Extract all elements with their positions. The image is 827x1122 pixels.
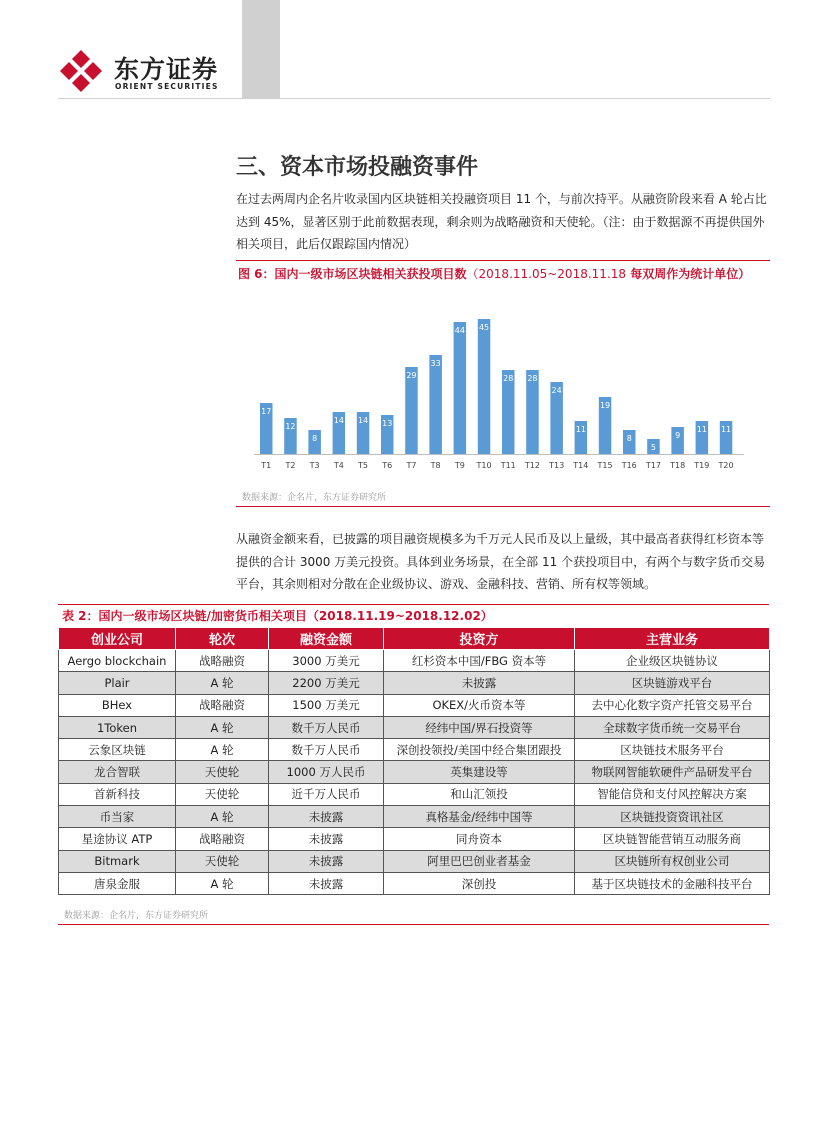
table-row <box>59 694 770 716</box>
x-tick-label: T16 <box>621 461 637 470</box>
x-tick-label: T6 <box>382 461 393 470</box>
bar-T9 <box>454 322 467 454</box>
table-row <box>59 716 770 738</box>
cell-company: 1Token <box>59 716 176 738</box>
cell-business: 企业级区块链协议 <box>575 650 770 672</box>
x-tick-label: T3 <box>309 461 320 470</box>
cell-round: A 轮 <box>176 739 269 761</box>
bar-value-label: 9 <box>675 431 681 440</box>
x-tick-label: T20 <box>718 461 734 470</box>
intro-paragraph: 在过去两周内企名片收录国内区块链相关投融资项目 11 个，与前次持平。从融资阶段来看 A 轮占比达到 45%，显著区别于此前数据表现，剩余则为战略融资和天使轮。（注：由于数据源不再提供国外相关项目，此后仅跟踪国内情况） <box>236 192 767 251</box>
cell-investor: 经纬中国/界石投资等 <box>384 716 575 738</box>
cell-company: Bitmark <box>59 850 176 872</box>
x-tick-label: T12 <box>524 461 540 470</box>
cell-round: A 轮 <box>176 716 269 738</box>
cell-company: 首新科技 <box>59 783 176 805</box>
cell-business: 区块链投资资讯社区 <box>575 806 770 828</box>
col-header-company: 创业公司 <box>59 628 176 650</box>
bar-value-label: 28 <box>503 374 514 383</box>
cell-amount: 数千万人民币 <box>269 739 384 761</box>
cell-investor: 深创投领投/美国中经合集团跟投 <box>384 739 575 761</box>
bar-value-label: 12 <box>285 422 296 431</box>
cell-round: 战略融资 <box>176 828 269 850</box>
table-row <box>59 761 770 783</box>
bar-value-label: 45 <box>478 323 490 332</box>
header-divider <box>58 98 770 99</box>
cell-company: 龙合智联 <box>59 761 176 783</box>
cell-investor: OKEX/火币资本等 <box>384 694 575 716</box>
x-tick-label: T9 <box>454 461 465 470</box>
cell-amount: 未披露 <box>269 850 384 872</box>
cell-investor: 深创投 <box>384 872 575 894</box>
table-row <box>59 806 770 828</box>
x-tick-label: T13 <box>549 461 565 470</box>
figure-bottom-rule <box>236 506 770 507</box>
bar-value-label: 8 <box>312 434 318 443</box>
cell-business: 区块链智能营销互动服务商 <box>575 828 770 850</box>
cell-investor: 红杉资本中国/FBG 资本等 <box>384 650 575 672</box>
bar-value-label: 28 <box>527 374 538 383</box>
table-row <box>59 739 770 761</box>
table-row <box>59 850 770 872</box>
cell-investor: 和山汇领投 <box>384 783 575 805</box>
figure-top-rule <box>236 260 770 261</box>
cell-company: Aergo blockchain <box>59 650 176 672</box>
bar-value-label: 33 <box>430 359 441 368</box>
cell-company: Plair <box>59 672 176 694</box>
header-grey-band <box>242 0 280 98</box>
table-row <box>59 872 770 894</box>
x-tick-label: T14 <box>573 461 589 470</box>
x-tick-label: T18 <box>670 461 686 470</box>
logo-text-en: ORIENT SECURITIES <box>115 82 219 91</box>
cell-company: 币当家 <box>59 806 176 828</box>
bar-T10 <box>478 319 491 454</box>
table-source: 数据来源：企名片，东方证券研究所 <box>64 911 209 921</box>
cell-amount: 2200 万美元 <box>269 672 384 694</box>
bar-value-label: 29 <box>406 371 417 380</box>
figure-unit-note: 每双周作为统计单位） <box>626 267 751 281</box>
cell-business: 物联网智能软硬件产品研发平台 <box>575 761 770 783</box>
cell-amount: 未披露 <box>269 806 384 828</box>
bar-chart <box>236 300 770 482</box>
bar-value-label: 11 <box>696 425 707 434</box>
bar-value-label: 5 <box>650 443 656 452</box>
bar-value-label: 44 <box>454 326 465 335</box>
cell-round: 天使轮 <box>176 850 269 872</box>
col-header-round: 轮次 <box>176 628 269 650</box>
cell-business: 去中心化数字资产托管交易平台 <box>575 694 770 716</box>
cell-company: 星途协议 ATP <box>59 828 176 850</box>
figure-label: 图 6：国内一级市场区块链相关获投项目数 <box>238 267 467 281</box>
col-header-investor: 投资方 <box>384 628 575 650</box>
col-header-business: 主营业务 <box>575 628 770 650</box>
bar-value-label: 19 <box>599 401 611 410</box>
table-row <box>59 650 770 672</box>
cell-amount: 未披露 <box>269 828 384 850</box>
cell-amount: 数千万人民币 <box>269 716 384 738</box>
bar-value-label: 11 <box>720 425 732 434</box>
bar-T8 <box>429 355 442 454</box>
section-title: 三、资本市场投融资事件 <box>236 155 479 180</box>
bar-value-label: 8 <box>626 434 632 443</box>
x-tick-label: T10 <box>476 461 492 470</box>
cell-business: 基于区块链技术的金融科技平台 <box>575 872 770 894</box>
cell-investor: 未披露 <box>384 672 575 694</box>
cell-investor: 真格基金/经纬中国等 <box>384 806 575 828</box>
cell-amount: 近千万人民币 <box>269 783 384 805</box>
x-tick-label: T15 <box>597 461 613 470</box>
x-tick-label: T17 <box>645 461 661 470</box>
bar-T7 <box>405 367 418 454</box>
cell-round: 战略融资 <box>176 650 269 672</box>
cell-company: BHex <box>59 694 176 716</box>
cell-amount: 1000 万人民币 <box>269 761 384 783</box>
logo-text-cn: 东方证券 <box>114 55 219 84</box>
x-tick-label: T7 <box>406 461 417 470</box>
cell-round: A 轮 <box>176 872 269 894</box>
table-title: 表 2：国内一级市场区块链/加密货币相关项目（2018.11.19~2018.12.02） <box>62 609 493 623</box>
cell-round: 天使轮 <box>176 761 269 783</box>
bar-value-label: 11 <box>575 425 586 434</box>
x-tick-label: T2 <box>285 461 296 470</box>
cell-round: A 轮 <box>176 806 269 828</box>
bar-value-label: 13 <box>382 419 393 428</box>
cell-business: 全球数字货币统一交易平台 <box>575 716 770 738</box>
cell-business: 区块链技术服务平台 <box>575 739 770 761</box>
cell-business: 区块链游戏平台 <box>575 672 770 694</box>
table-bottom-rule <box>58 924 769 925</box>
figure-date-range: （2018.11.05~2018.11.18 <box>466 267 627 281</box>
col-header-amount: 融资金额 <box>269 628 384 650</box>
cell-amount: 未披露 <box>269 872 384 894</box>
cell-investor: 同舟资本 <box>384 828 575 850</box>
cell-investor: 阿里巴巴创业者基金 <box>384 850 575 872</box>
cell-company: 云象区块链 <box>59 739 176 761</box>
table-row <box>59 783 770 805</box>
cell-round: 战略融资 <box>176 694 269 716</box>
bar-value-label: 17 <box>261 407 272 416</box>
cell-investor: 英集建设等 <box>384 761 575 783</box>
cell-company: 唐泉金服 <box>59 872 176 894</box>
table-row <box>59 828 770 850</box>
x-tick-label: T8 <box>430 461 441 470</box>
figure-title <box>238 265 750 282</box>
x-tick-label: T1 <box>261 461 272 470</box>
bar-value-label: 14 <box>333 416 344 425</box>
table-row <box>59 672 770 694</box>
amount-paragraph: 从融资金额来看，已披露的项目融资规模多为千万元人民币及以上量级，其中最高者获得红杉资本等提供的合计 3000 万美元投资。具体到业务场景，在全部 11 个获投项目中，有两个与数字货币交易平台，其余则相对分散在企业级协议、游戏、金融科技、营销、所有权等领域。 <box>236 532 766 591</box>
cell-round: A 轮 <box>176 672 269 694</box>
orient-logo-icon <box>58 48 104 94</box>
cell-business: 智能信贷和支付风控解决方案 <box>575 783 770 805</box>
table-top-rule <box>58 604 769 605</box>
bar-value-label: 14 <box>357 416 369 425</box>
cell-business: 区块链所有权创业公司 <box>575 850 770 872</box>
figure-source: 数据来源：企名片，东方证券研究所 <box>242 493 387 503</box>
x-tick-label: T19 <box>694 461 710 470</box>
cell-round: 天使轮 <box>176 783 269 805</box>
cell-amount: 3000 万美元 <box>269 650 384 672</box>
x-tick-label: T5 <box>358 461 369 470</box>
x-tick-label: T11 <box>500 461 516 470</box>
cell-amount: 1500 万美元 <box>269 694 384 716</box>
investment-table <box>58 627 770 895</box>
bar-value-label: 24 <box>551 386 562 395</box>
x-tick-label: T4 <box>333 461 344 470</box>
table-header-row <box>59 628 770 650</box>
